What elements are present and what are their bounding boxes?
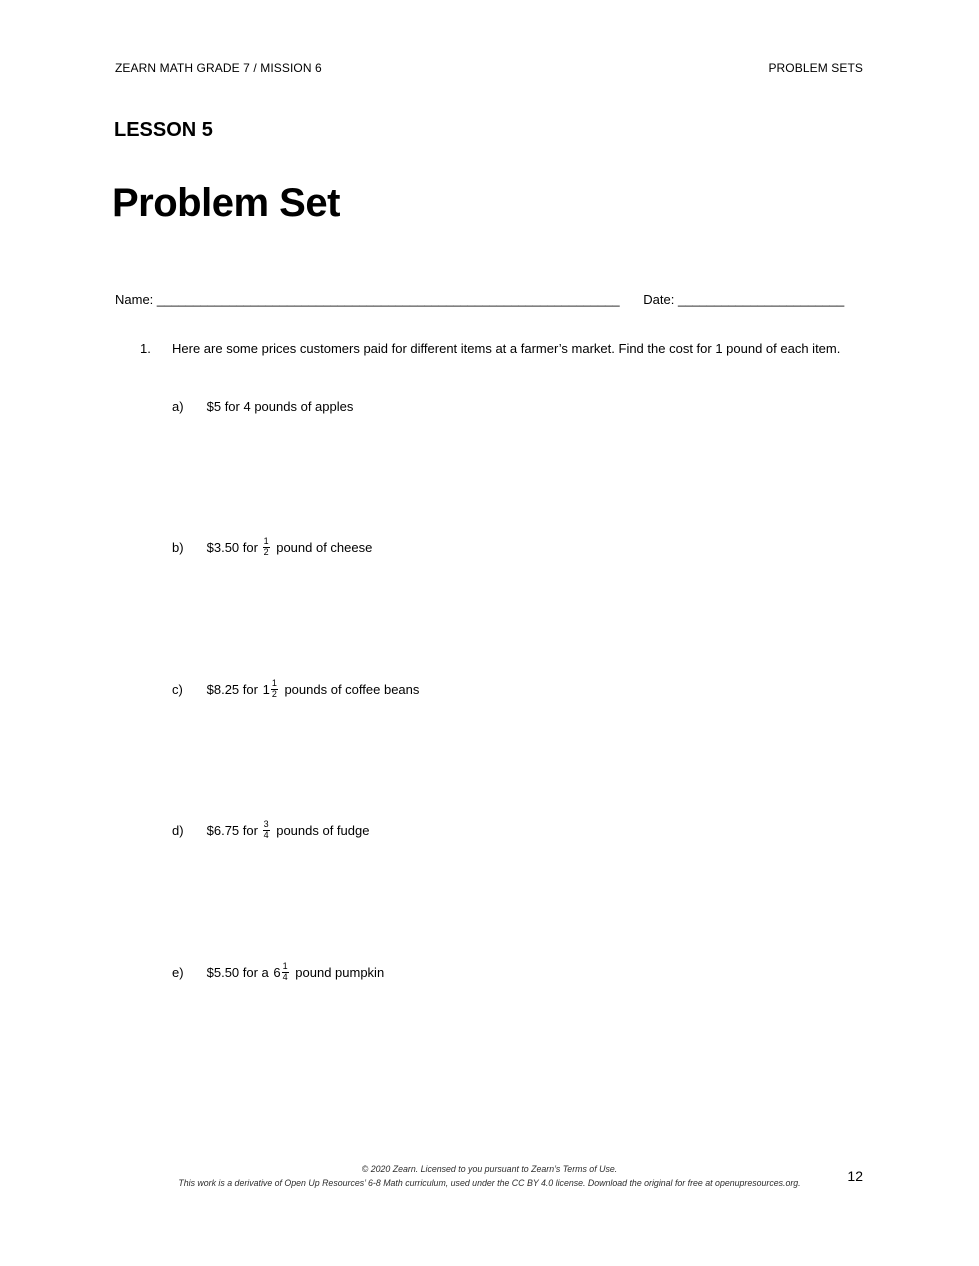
item-e-label: e) [172,964,184,980]
name-date-row [115,292,844,307]
item-a-label: a) [172,399,184,414]
item-c-text-suffix: pounds of coffee beans [284,681,420,697]
item-c-text-prefix: $8.25 for [206,681,258,697]
problem-number: 1. [140,341,151,356]
fraction-numerator: 1 [263,536,269,546]
item-e-whole-number: 6 [273,964,281,980]
date-blank-line: _______________________ [677,292,845,307]
item-a-text: $5 for 4 pounds of apples [206,399,354,414]
name-label: Name: [115,292,154,307]
problem-item-b [172,538,372,559]
item-c-fraction [271,679,278,700]
fraction-numerator: 3 [263,819,269,829]
item-c-label: c) [172,681,183,697]
fraction-numerator: 1 [271,678,277,688]
fraction-numerator: 1 [282,961,288,971]
problem-item-a [172,399,353,414]
item-b-text-suffix: pound of cheese [276,539,373,555]
item-b-label: b) [172,539,184,555]
page-number: 12 [847,1168,863,1184]
footer-license-line: This work is a derivative of Open Up Resources’ 6-8 Math curriculum, used under the CC BY 4.0 license. Download the original for free at openupresources.org. [178,1177,801,1188]
footer-copyright-line: © 2020 Zearn. Licensed to you pursuant to Zearn’s Terms of Use. [361,1164,618,1174]
item-c-whole-number: 1 [262,681,270,697]
fraction-denominator: 4 [263,829,269,840]
problem-1 [140,339,870,359]
item-d-fraction [263,820,270,841]
item-b-fraction [263,537,270,558]
item-e-text-suffix: pound pumpkin [295,964,385,980]
page-footer [0,1163,979,1190]
page-header [115,61,863,75]
page-title: Problem Set [112,181,340,225]
problem-item-e [172,963,384,984]
item-d-label: d) [172,822,184,838]
item-b-text-prefix: $3.50 for [206,539,258,555]
lesson-heading: LESSON 5 [114,119,213,141]
item-d-text-suffix: pounds of fudge [276,822,370,838]
problem-item-d [172,821,369,842]
header-right-text: PROBLEM SETS [768,61,863,75]
problem-item-c [172,680,419,701]
fraction-denominator: 4 [282,971,288,982]
date-label: Date: [643,292,675,307]
header-left-text: ZEARN MATH GRADE 7 / MISSION 6 [115,61,322,75]
name-blank-line: ________________________________________________________________ [156,292,620,307]
fraction-denominator: 2 [263,546,269,557]
fraction-denominator: 2 [271,688,277,699]
item-e-fraction [282,962,289,983]
item-d-text-prefix: $6.75 for [206,822,258,838]
item-e-text-prefix: $5.50 for a [206,964,269,980]
problem-statement: Here are some prices customers paid for different items at a farmer’s market. Find the cost for 1 pound of each item. [172,341,841,356]
